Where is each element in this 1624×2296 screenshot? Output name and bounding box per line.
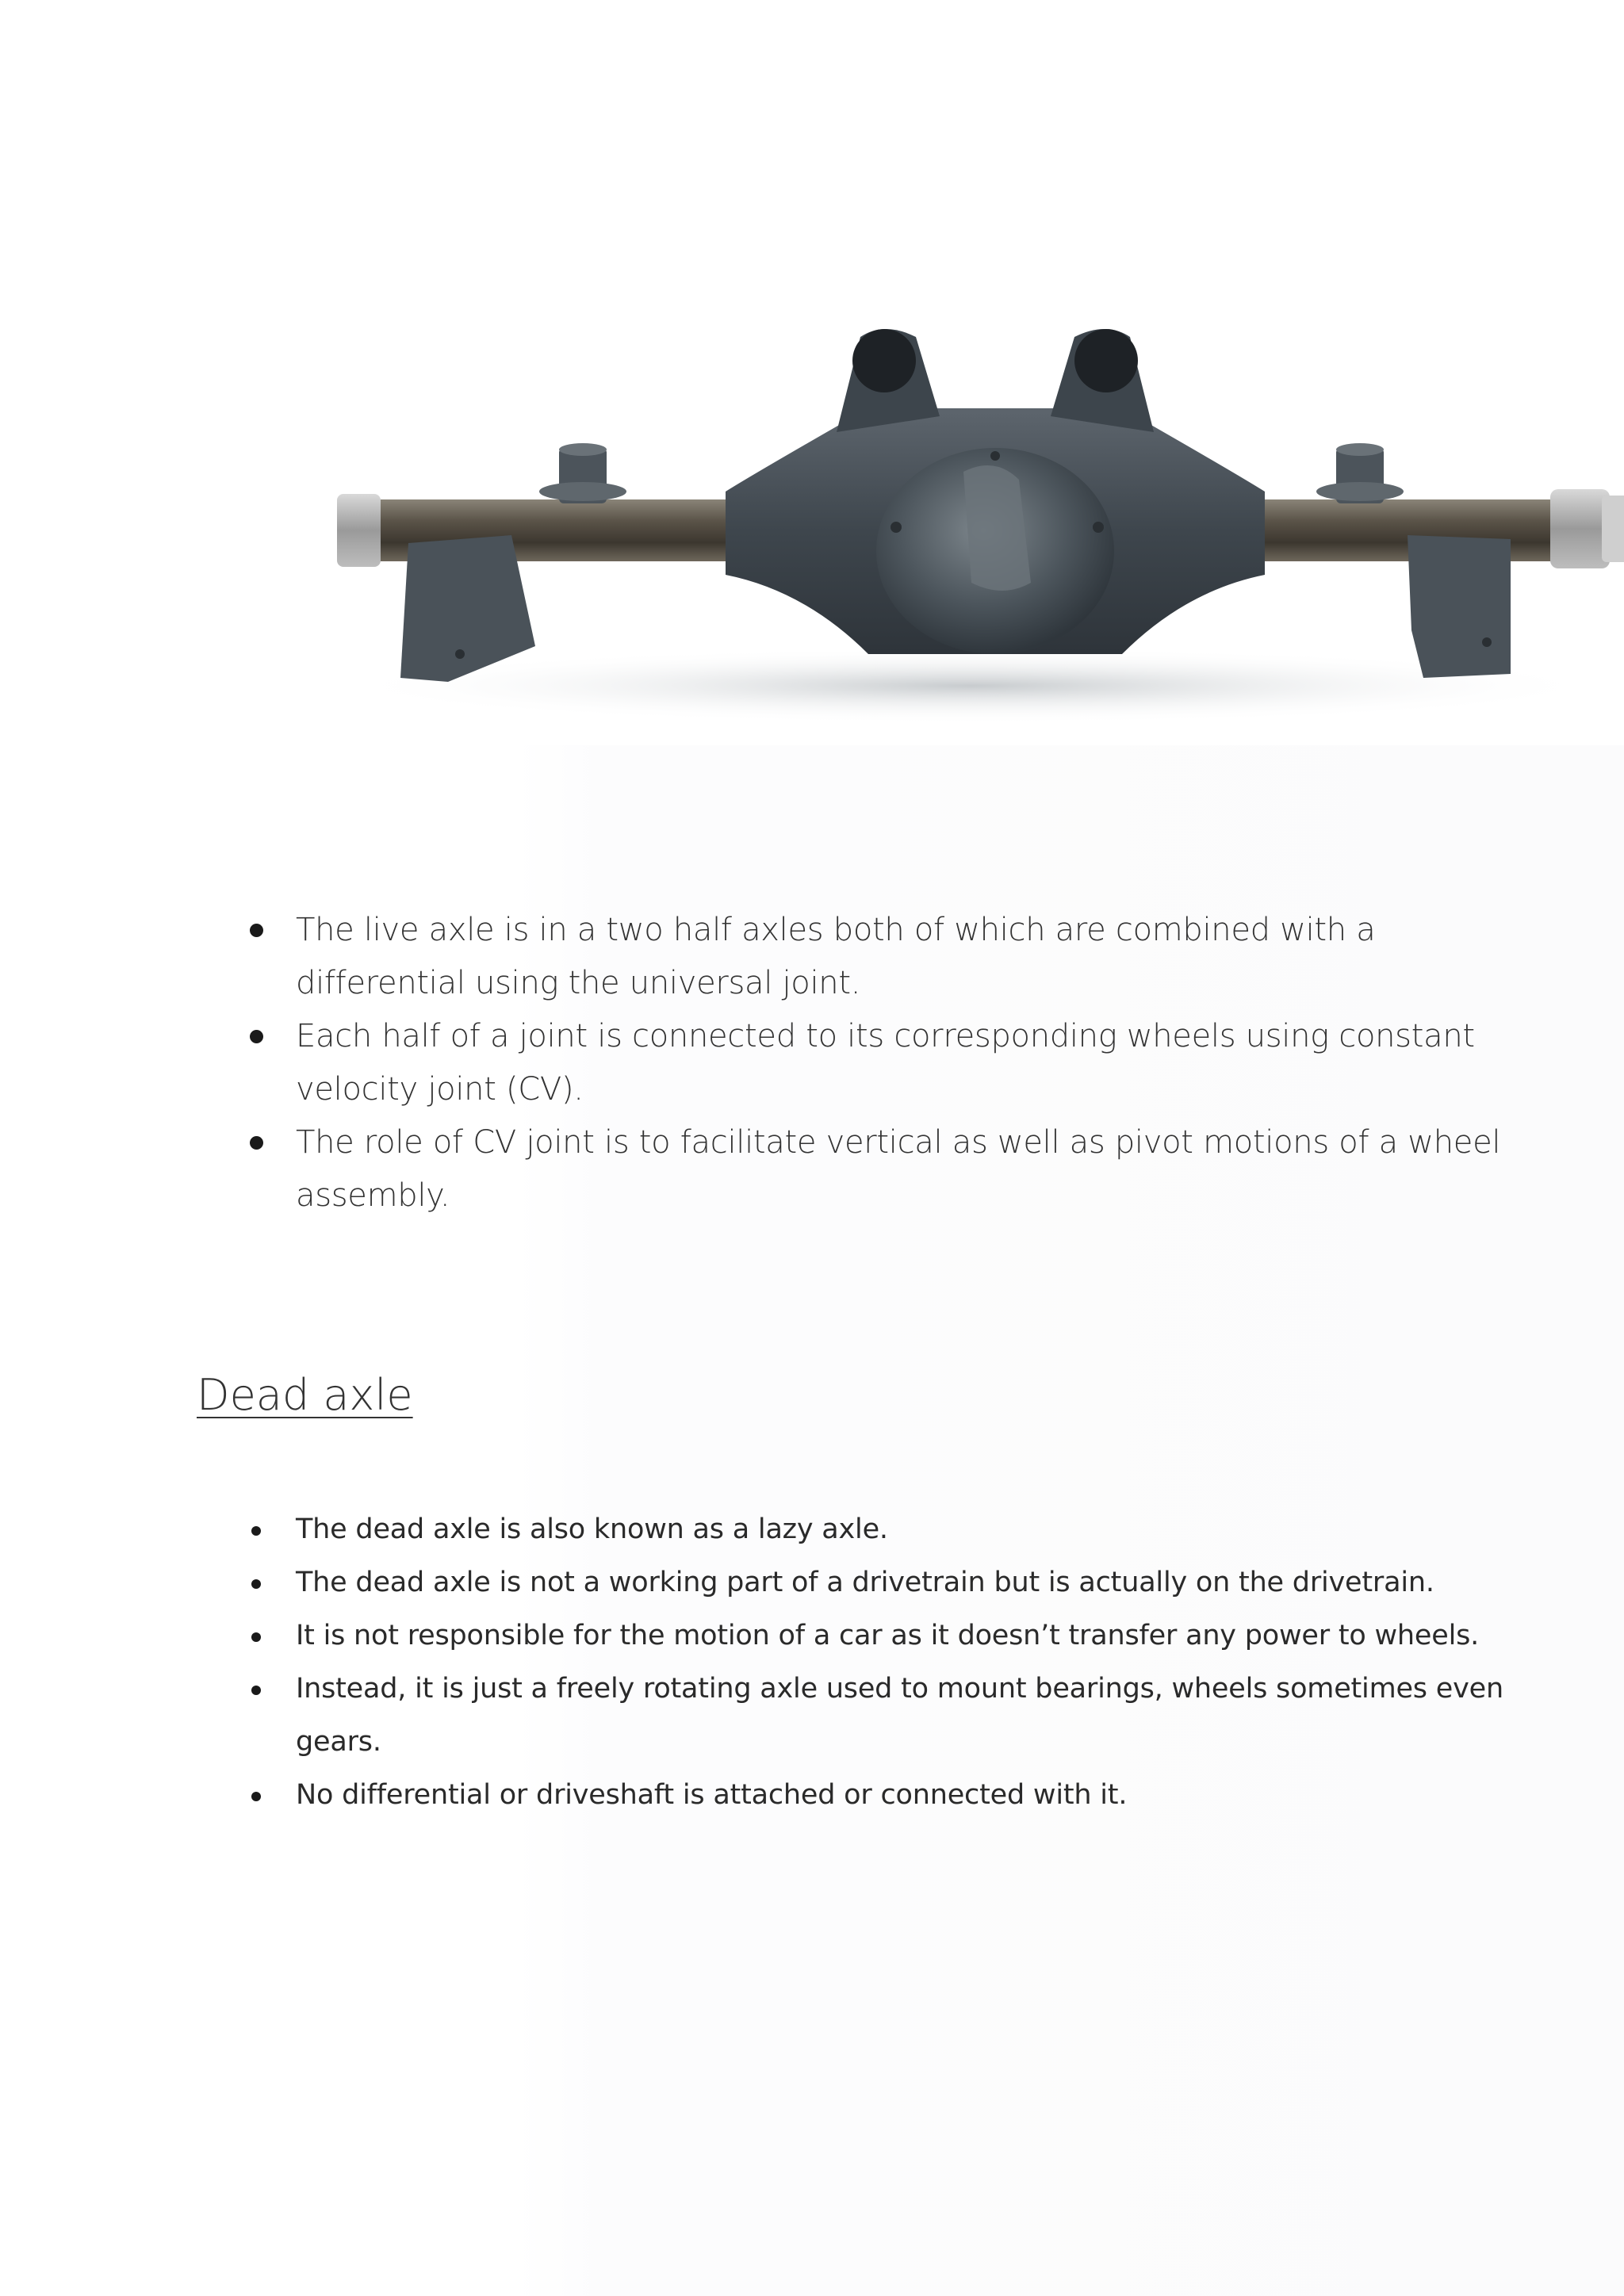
list-item: Instead, it is just a freely rotating axle used to mount bearings, wheels sometimes even gears. — [296, 1663, 1596, 1769]
bullet-icon — [251, 1526, 261, 1536]
bullet-icon — [250, 1030, 263, 1043]
bullet-icon — [251, 1792, 261, 1801]
list-item: The live axle is in a two half axles both of which are combined with a differential using the universal joint. — [296, 904, 1533, 1010]
dead-axle-heading: Dead axle — [197, 1370, 413, 1420]
list-item: The dead axle is not a working part of a drivetrain but is actually on the drivetrain. — [296, 1556, 1596, 1609]
bullet-icon — [250, 924, 263, 937]
list-item: Each half of a joint is connected to its corresponding wheels using constant velocity joint (CV). — [296, 1010, 1533, 1116]
list-item: No differential or driveshaft is attached or connected with it. — [296, 1769, 1596, 1822]
bullet-icon — [251, 1632, 261, 1642]
bullet-icon — [250, 1136, 263, 1150]
live-axle-list — [296, 904, 1533, 1223]
list-item: The role of CV joint is to facilitate vertical as well as pivot motions of a wheel assembly. — [296, 1116, 1533, 1223]
rear-axle-assembly-image — [313, 313, 1624, 725]
bullet-icon — [251, 1686, 261, 1695]
list-item: The dead axle is also known as a lazy axle. — [296, 1503, 1596, 1556]
dead-axle-list — [296, 1503, 1596, 1822]
list-item: It is not responsible for the motion of a car as it doesn’t transfer any power to wheels. — [296, 1609, 1596, 1663]
bullet-icon — [251, 1579, 261, 1589]
